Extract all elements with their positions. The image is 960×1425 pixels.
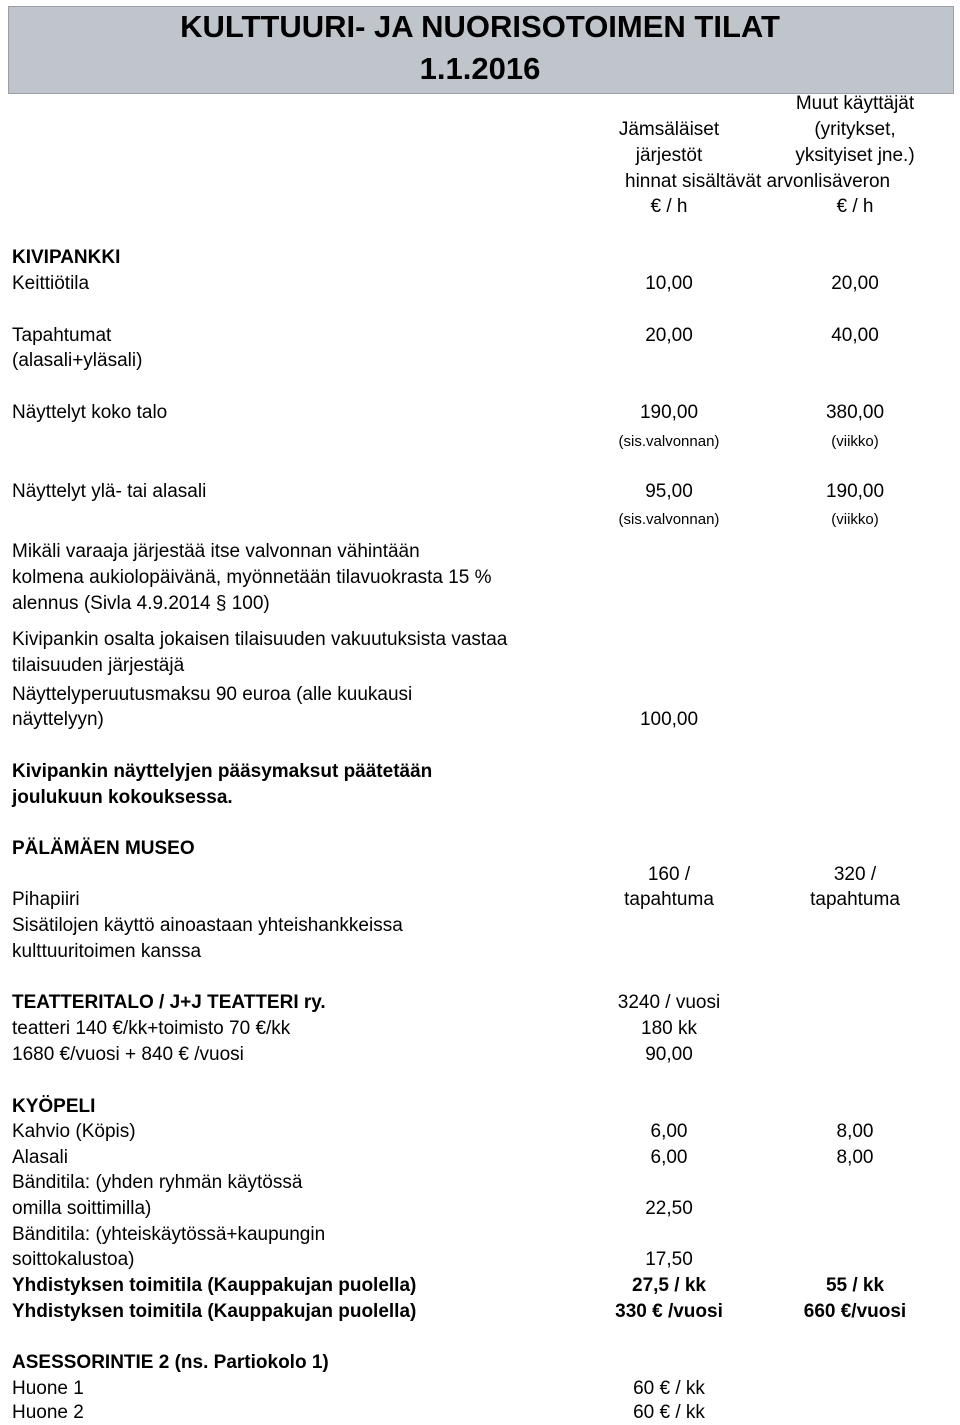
discount-note-line3: alennus (Sivla 4.9.2014 § 100) xyxy=(12,593,270,614)
admission-note-line2: joulukuun kokouksessa. xyxy=(12,787,233,808)
row-label-banditila-2: Bänditila: (yhteiskäytössä+kaupungin xyxy=(12,1224,326,1245)
row-label-pihapiiri: Pihapiiri xyxy=(12,889,80,910)
row-value-col1: 27,5 / kk xyxy=(632,1275,706,1296)
section-heading-teatteritalo: TEATTERITALO / J+J TEATTERI ry. xyxy=(12,992,326,1013)
indoor-note-line2: kulttuuritoimen kanssa xyxy=(12,941,202,962)
row-note-col2: (viikko) xyxy=(831,511,879,528)
row-value-col2: 8,00 xyxy=(836,1121,874,1142)
row-value-col2: 55 / kk xyxy=(825,1275,885,1296)
row-label-teatteri-kk: teatteri 140 €/kk+toimisto 70 €/kk xyxy=(12,1018,291,1039)
col1-header-line2: järjestöt xyxy=(635,145,703,166)
row-value-col2: 40,00 xyxy=(831,325,879,346)
section-heading-asessorintie: ASESSORINTIE 2 (ns. Partiokolo 1) xyxy=(12,1352,329,1373)
row-label-toimitila-kk: Yhdistyksen toimitila (Kauppakujan puolella) xyxy=(12,1275,417,1296)
row-value-col2: 320 / xyxy=(833,864,877,885)
row-value-col1: 17,50 xyxy=(645,1249,693,1270)
row-value-col1: 3240 / vuosi xyxy=(617,992,721,1013)
row-label-toimitila-vuosi: Yhdistyksen toimitila (Kauppakujan puolella) xyxy=(12,1301,417,1322)
row-value-col1: 20,00 xyxy=(645,325,693,346)
row-note-col1: (sis.valvonnan) xyxy=(618,511,720,528)
col1-unit: € / h xyxy=(650,196,688,217)
row-value-col1: 330 € /vuosi xyxy=(615,1301,723,1322)
section-heading-kyopeli: KYÖPELI xyxy=(12,1096,96,1117)
cancellation-fee-line1: Näyttelyperuutusmaksu 90 euroa (alle kuukausi xyxy=(12,684,413,705)
row-label-banditila-2-sub: soittokalustoa) xyxy=(12,1249,135,1270)
vat-note: hinnat sisältävät arvonlisäveron xyxy=(625,171,891,192)
col2-header-line3: yksityiset jne.) xyxy=(795,145,915,166)
row-value-col1: 60 € / kk xyxy=(633,1402,705,1423)
discount-note-line2: kolmena aukiolopäivänä, myönnetään tilavuokrasta 15 % xyxy=(12,567,492,588)
row-value-col1: 180 kk xyxy=(641,1018,697,1039)
row-label-teatteri-vuosi: 1680 €/vuosi + 840 € /vuosi xyxy=(12,1044,244,1065)
row-label-huone-1: Huone 1 xyxy=(12,1378,84,1399)
row-value-col1: 10,00 xyxy=(645,273,693,294)
row-value-col2: 20,00 xyxy=(831,273,879,294)
admission-note-line1: Kivipankin näyttelyjen pääsymaksut päätetään xyxy=(12,761,433,782)
section-heading-palamaen-museo: PÄLÄMÄEN MUSEO xyxy=(12,838,195,859)
row-label-nayttelyt-sali: Näyttelyt ylä- tai alasali xyxy=(12,481,207,502)
row-value-col1: 90,00 xyxy=(645,1044,693,1065)
row-value-col1: 6,00 xyxy=(650,1121,688,1142)
row-value-col1-unit: tapahtuma xyxy=(624,889,714,910)
row-value-col1: 22,50 xyxy=(645,1198,693,1219)
row-value-col1: 190,00 xyxy=(639,402,699,423)
col2-unit: € / h xyxy=(836,196,874,217)
row-value-col1: 100,00 xyxy=(639,709,699,730)
row-label-tapahtumat: Tapahtumat xyxy=(12,325,112,346)
discount-note-line1: Mikäli varaaja järjestää itse valvonnan vähintään xyxy=(12,541,420,562)
row-value-col2: 8,00 xyxy=(836,1147,874,1168)
row-value-col1: 6,00 xyxy=(650,1147,688,1168)
row-value-col2: 190,00 xyxy=(825,481,885,502)
row-label-tapahtumat-sub: (alasali+yläsali) xyxy=(12,350,143,371)
row-value-col1: 160 / xyxy=(647,864,691,885)
insurance-note-line1: Kivipankin osalta jokaisen tilaisuuden vakuutuksista vastaa xyxy=(12,629,508,650)
row-value-col1: 60 € / kk xyxy=(633,1378,705,1399)
row-label-nayttelyt-koko-talo: Näyttelyt koko talo xyxy=(12,402,168,423)
row-note-col2: (viikko) xyxy=(831,433,879,450)
col2-header-line2: (yritykset, xyxy=(814,119,896,140)
col1-header-line1: Jämsäläiset xyxy=(618,119,720,140)
indoor-note-line1: Sisätilojen käyttö ainoastaan yhteishankkeissa xyxy=(12,915,403,936)
insurance-note-line2: tilaisuuden järjestäjä xyxy=(12,655,185,676)
section-heading-kivipankki: KIVIPANKKI xyxy=(12,247,121,268)
row-label-alasali: Alasali xyxy=(12,1147,68,1168)
row-value-col2: 660 €/vuosi xyxy=(803,1301,907,1322)
page-date: 1.1.2016 xyxy=(419,51,541,86)
cancellation-fee-line2: näyttelyyn) xyxy=(12,709,104,730)
row-label-kahvio: Kahvio (Köpis) xyxy=(12,1121,136,1142)
row-label-huone-2: Huone 2 xyxy=(12,1402,84,1423)
row-label-banditila-1: Bänditila: (yhden ryhmän käytössä xyxy=(12,1172,303,1193)
row-note-col1: (sis.valvonnan) xyxy=(618,433,720,450)
row-value-col2-unit: tapahtuma xyxy=(810,889,900,910)
col2-header-line1: Muut käyttäjät xyxy=(795,93,915,114)
page-title: KULTTUURI- JA NUORISOTOIMEN TILAT xyxy=(180,9,780,44)
row-value-col1: 95,00 xyxy=(645,481,693,502)
row-value-col2: 380,00 xyxy=(825,402,885,423)
row-label-keittiotila: Keittiötila xyxy=(12,273,90,294)
row-label-banditila-1-sub: omilla soittimilla) xyxy=(12,1198,152,1219)
